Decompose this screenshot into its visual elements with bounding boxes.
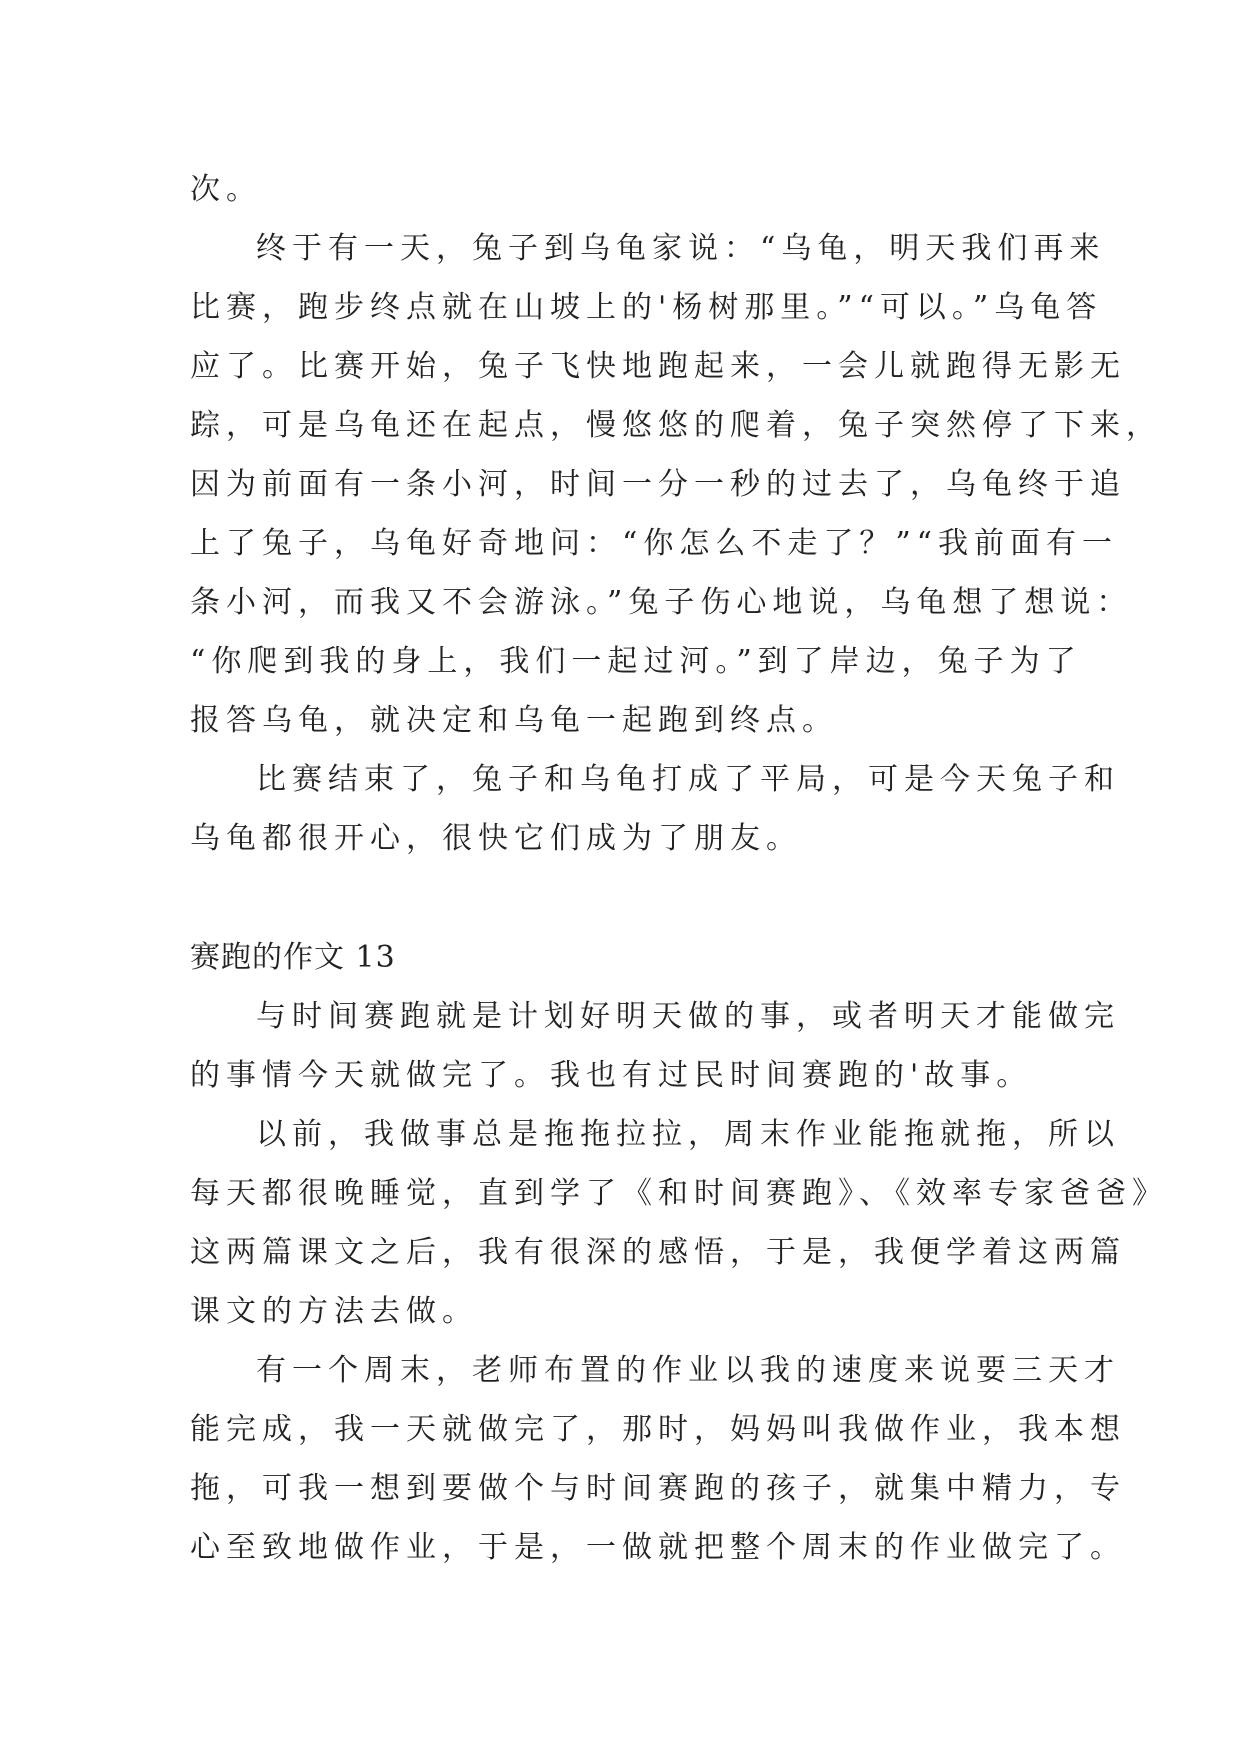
paragraph-line: 的事情今天就做完了。我也有过民时间赛跑的'故事。 xyxy=(190,1058,1033,1093)
paragraph-line: 条小河，而我又不会游泳。”兔子伤心地说，乌龟想了想说： xyxy=(190,585,1133,620)
paragraph-line: 应了。比赛开始，兔子飞快地跑起来，一会儿就跑得无影无 xyxy=(190,349,1126,384)
paragraph-line: 每天都很晚睡觉，直到学了《和时间赛跑》、《效率专家爸爸》 xyxy=(190,1176,1168,1211)
paragraph-line: 这两篇课文之后，我有很深的感悟，于是，我便学着这两篇 xyxy=(190,1235,1126,1270)
paragraph-line: 终于有一天，兔子到乌龟家说：“乌龟，明天我们再来 xyxy=(256,231,1106,266)
document-body xyxy=(190,160,1168,1577)
paragraph-line: 踪，可是乌龟还在起点，慢悠悠的爬着，兔子突然停了下来， xyxy=(190,408,1162,443)
paragraph-line: 能完成，我一天就做完了，那时，妈妈叫我做作业，我本想 xyxy=(190,1412,1126,1447)
paragraph-line: 上了兔子，乌龟好奇地问：“你怎么不走了？”“我前面有一 xyxy=(190,526,1119,561)
paragraph-line: 课文的方法去做。 xyxy=(190,1294,478,1329)
paragraph-line: 比赛，跑步终点就在山坡上的'杨树那里。”“可以。”乌龟答 xyxy=(190,290,1103,325)
paragraph-line: 有一个周末，老师布置的作业以我的速度来说要三天才 xyxy=(256,1353,1120,1388)
paragraph-line: 报答乌龟，就决定和乌龟一起跑到终点。 xyxy=(190,703,838,738)
section-gap xyxy=(190,868,1090,928)
section-heading: 赛跑的作文 13 xyxy=(190,940,396,975)
paragraph-line: 拖，可我一想到要做个与时间赛跑的孩子，就集中精力，专 xyxy=(190,1471,1126,1506)
paragraph-line: 比赛结束了，兔子和乌龟打成了平局，可是今天兔子和 xyxy=(256,762,1120,797)
paragraph-line: 因为前面有一条小河，时间一分一秒的过去了，乌龟终于追 xyxy=(190,467,1126,502)
paragraph-line: 以前，我做事总是拖拖拉拉，周末作业能拖就拖，所以 xyxy=(256,1117,1120,1152)
paragraph-line: 心至致地做作业，于是，一做就把整个周末的作业做完了。 xyxy=(190,1530,1126,1565)
paragraph-line: 次。 xyxy=(190,172,262,207)
paragraph-line: 与时间赛跑就是计划好明天做的事，或者明天才能做完 xyxy=(256,999,1120,1034)
paragraph-line: “你爬到我的身上，我们一起过河。”到了岸边，兔子为了 xyxy=(190,644,1082,679)
paragraph-line: 乌龟都很开心，很快它们成为了朋友。 xyxy=(190,821,802,856)
